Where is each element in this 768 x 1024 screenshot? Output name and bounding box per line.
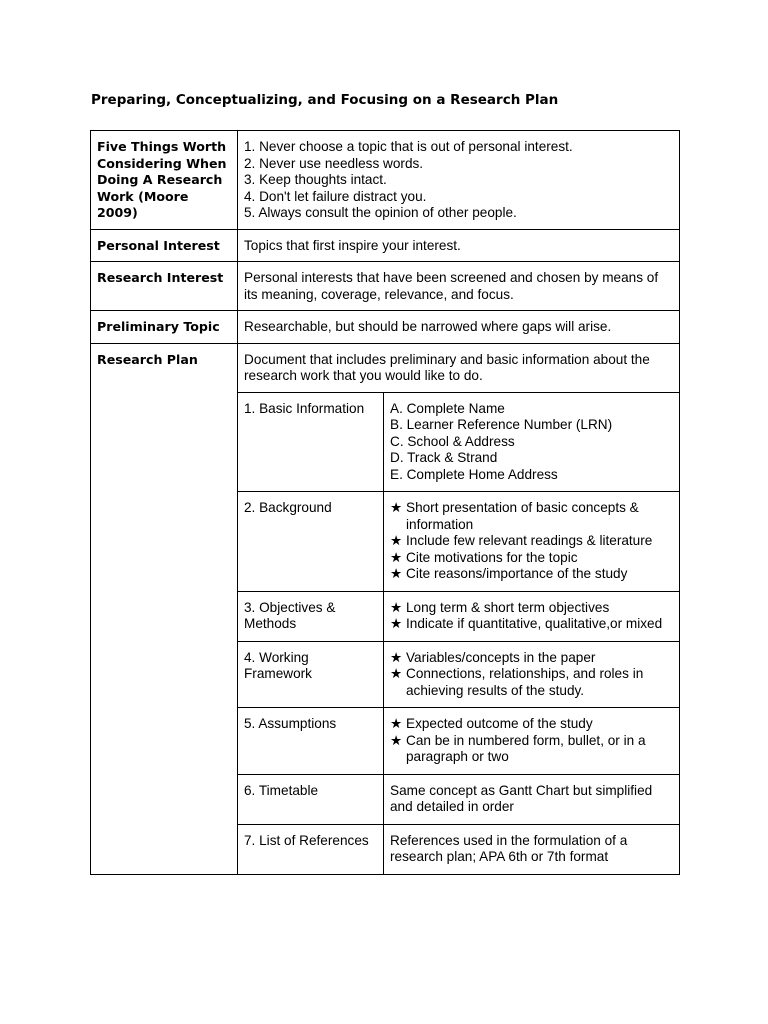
part-row (238, 708, 679, 775)
star-icon: ★ (390, 716, 403, 731)
research-plan-table (90, 130, 680, 875)
five-things-label: Five Things Worth Considering When Doing A Research Work (Moore 2009) (91, 131, 238, 230)
part-row (238, 591, 679, 641)
list-item: ★ Variables/concepts in the paper (390, 649, 596, 665)
part-details (384, 641, 680, 708)
part-name: 5. Assumptions (238, 708, 384, 775)
personal-interest-label: Personal Interest (91, 229, 238, 262)
part-row (238, 774, 679, 824)
research-plan-cell (238, 343, 680, 874)
list-item: C. School & Address (390, 433, 515, 449)
row-five-things (91, 131, 680, 230)
list-item: ★ Short presentation of basic concepts & information (390, 500, 639, 532)
part-row (238, 641, 679, 708)
row-research-interest (91, 262, 680, 311)
list-item: 4. Don't let failure distract you. (244, 188, 427, 204)
list-item: ★ Indicate if quantitative, qualitative,or mixed (390, 616, 663, 631)
five-things-list (238, 131, 680, 230)
list-item: ★ Include few relevant readings & literature (390, 533, 653, 548)
list-item: 3. Keep thoughts intact. (244, 172, 387, 187)
part-name: 7. List of References (238, 824, 384, 874)
part-name: 2. Background (238, 492, 384, 592)
part-row (238, 492, 679, 592)
part-details (384, 708, 680, 775)
research-plan-label: Research Plan (91, 343, 238, 874)
part-details: Same concept as Gantt Chart but simplified and detailed in order (384, 774, 680, 824)
list-item: B. Learner Reference Number (LRN) (390, 417, 613, 432)
research-plan-value: Document that includes preliminary and basic information about the research work that you would like to do. (244, 351, 650, 383)
list-item: ★ Connections, relationships, and roles in achieving results of the study. (390, 666, 644, 698)
research-interest-value: Personal interests that have been screened and chosen by means of its meaning, coverage, relevance, and focus. (238, 262, 680, 311)
part-name: 6. Timetable (238, 774, 384, 824)
star-icon: ★ (390, 666, 403, 681)
part-name: 1. Basic Information (238, 392, 384, 492)
list-item: ★ Can be in numbered form, bullet, or in a paragraph or two (390, 732, 646, 764)
star-icon: ★ (390, 500, 403, 515)
part-details: References used in the formulation of a research plan; APA 6th or 7th format (384, 824, 680, 874)
part-name: 4. Working Framework (238, 641, 384, 708)
part-row (238, 392, 679, 492)
list-item: E. Complete Home Address (390, 466, 558, 482)
star-icon: ★ (390, 599, 403, 615)
row-personal-interest (91, 229, 680, 262)
row-research-plan (91, 343, 680, 874)
list-item: ★ Long term & short term objectives (390, 599, 610, 615)
list-item: 1. Never choose a topic that is out of personal interest. (244, 139, 573, 154)
preliminary-topic-value: Researchable, but should be narrowed where gaps will arise. (238, 311, 680, 344)
list-item: D. Track & Strand (390, 450, 498, 465)
star-icon: ★ (390, 649, 403, 665)
part-row (238, 824, 679, 874)
page-title: Preparing, Conceptualizing, and Focusing on a Research Plan (91, 92, 559, 108)
part-details (384, 492, 680, 592)
star-icon: ★ (390, 533, 403, 548)
research-plan-parts (238, 392, 679, 874)
list-item: ★ Expected outcome of the study (390, 716, 593, 731)
list-item: A. Complete Name (390, 400, 505, 416)
part-name: 3. Objectives & Methods (238, 591, 384, 641)
list-item: 5. Always consult the opinion of other people. (244, 205, 517, 220)
star-icon: ★ (390, 549, 403, 565)
personal-interest-value: Topics that first inspire your interest. (238, 229, 680, 262)
part-details (384, 591, 680, 641)
star-icon: ★ (390, 566, 403, 581)
list-item: ★ Cite motivations for the topic (390, 549, 578, 565)
star-icon: ★ (390, 732, 403, 748)
research-interest-label: Research Interest (91, 262, 238, 311)
star-icon: ★ (390, 616, 403, 631)
part-details (384, 392, 680, 492)
row-preliminary-topic (91, 311, 680, 344)
list-item: ★ Cite reasons/importance of the study (390, 566, 628, 581)
list-item: 2. Never use needless words. (244, 155, 424, 171)
preliminary-topic-label: Preliminary Topic (91, 311, 238, 344)
